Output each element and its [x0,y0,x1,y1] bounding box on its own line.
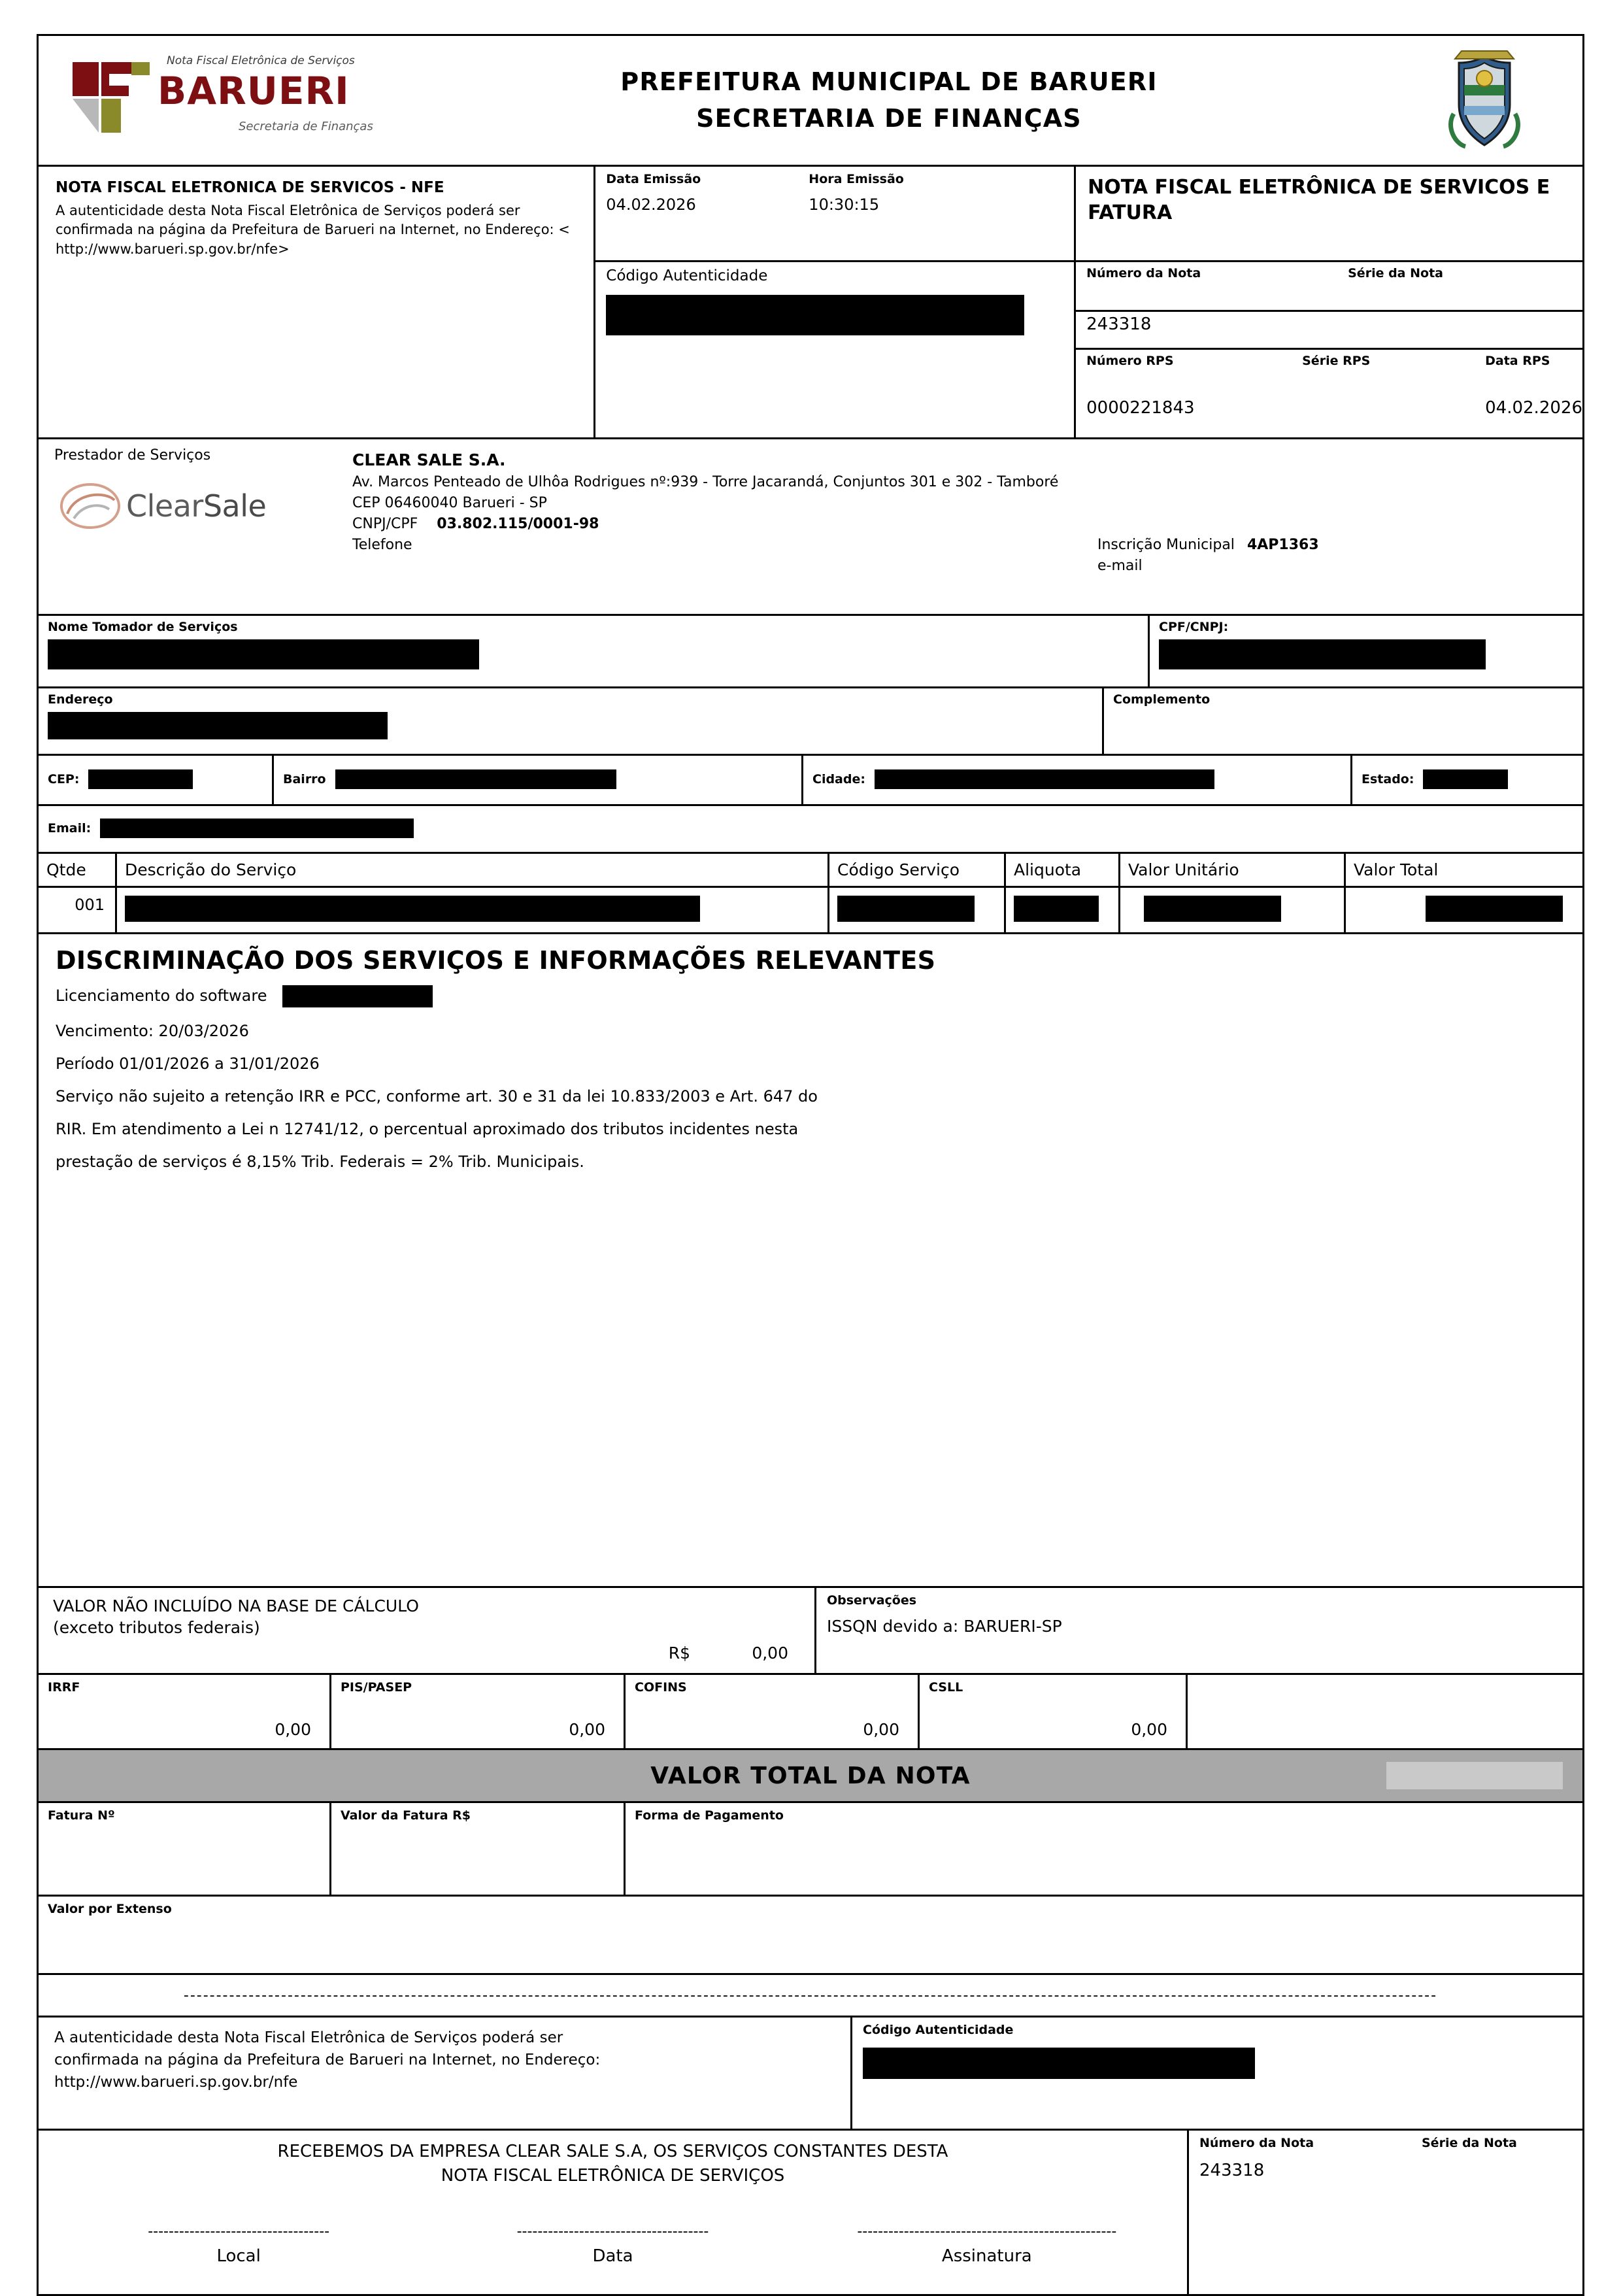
clearsale-logo [54,478,352,534]
prestador-cep: CEP 06460040 Barueri - SP [352,495,547,512]
tomador-cidade-redacted [875,769,1214,789]
nfe-note-title: NOTA FISCAL ELETRONICA DE SERVICOS - NFE [56,179,444,196]
irrf-cell [39,1675,331,1748]
brasao-icon [1386,48,1582,153]
footer-auth-line2: confirmada na página da Prefeitura de Barueri na Internet, no Endereço: [54,2051,601,2069]
th-aliquota: Aliquota [1006,854,1120,886]
footer-serie-nota-label: Série da Nota [1422,2136,1517,2150]
td-qtde: 001 [39,888,117,932]
tomador-cpfcnpj-label: CPF/CNPJ: [1159,620,1229,634]
prestador-label: Prestador de Serviços [54,447,211,464]
td-valor-unitario [1120,888,1346,932]
td-codigo-redacted [837,896,975,922]
numero-nota-value-row [1076,312,1582,350]
barueri-logo [39,52,392,150]
fatura-numero-label: Fatura Nº [48,1808,115,1823]
footer-authenticity-row [39,2017,1582,2131]
csll-label: CSLL [929,1680,963,1695]
tomador-complemento-label: Complemento [1113,692,1211,707]
hora-emissao-label: Hora Emissão [809,172,904,186]
receipt-text-block [39,2131,1189,2294]
rps-values [1076,398,1582,437]
tomador-endereco-cell [39,688,1104,754]
valor-total-bar [39,1750,1582,1803]
td-descricao [117,888,829,932]
footer-auth-text [39,2017,852,2129]
serie-rps-value [1302,398,1485,437]
irrf-value: 0,00 [275,1720,311,1739]
emission-datetime [595,167,1074,262]
clearsale-mark-icon [54,478,126,534]
vni-title: VALOR NÃO INCLUÍDO NA BASE DE CÁLCULO [53,1596,419,1615]
signature-block [52,2223,1174,2266]
discriminacao-rir: RIR. Em atendimento a Lei n 12741/12, o percentual aproximado dos tributos incidentes nesta [56,1120,799,1138]
local-line: ----------------------------------- [148,2223,330,2240]
receipt-nota-block [1189,2131,1582,2294]
logo-sub-text: Secretaria de Finanças [239,119,373,133]
observacoes-value: ISSQN devido a: BARUERI-SP [827,1617,1062,1636]
local-label: Local [216,2246,261,2266]
nf-logo-icon [69,58,154,137]
tomador-bairro-redacted [335,769,616,789]
discriminacao-vencimento: Vencimento: 20/03/2026 [56,1022,249,1040]
discriminacao-periodo: Período 01/01/2026 a 31/01/2026 [56,1055,320,1073]
nfe-note-text: A autenticidade desta Nota Fiscal Eletrônica de Serviços poderá ser confirmada na página da Prefeitura de Barueri na Internet, no Endereço: < http://www.barueri.sp.gov.br/nfe> [56,202,570,258]
td-aliquota [1006,888,1120,932]
servico-table-row [39,888,1582,934]
tomador-bairro-label: Bairro [283,772,326,786]
th-descricao: Descrição do Serviço [117,854,829,886]
tomador-estado-label: Estado: [1362,772,1414,786]
valor-extenso-row [39,1897,1582,1975]
tomador-estado-redacted [1423,769,1508,789]
vni-value: 0,00 [752,1643,788,1663]
numero-nota-label: Número da Nota [1086,266,1201,280]
valor-total-label: VALOR TOTAL DA NOTA [650,1762,971,1789]
nfe-document [37,34,1584,2296]
inscricao-municipal-label: Inscrição Municipal [1097,536,1235,553]
receipt-line1: RECEBEMOS DA EMPRESA CLEAR SALE S.A, OS SERVIÇOS CONSTANTES DESTA [277,2142,948,2161]
tomador-bairro-cell [274,756,803,804]
tomador-email-cell [39,806,1582,852]
tomador-cpfcnpj-cell [1150,616,1582,686]
data-rps-label: Data RPS [1485,354,1550,368]
vni-subtitle: (exceto tributos federais) [53,1617,260,1637]
prestador-left [39,439,352,614]
tomador-estado-cell [1352,756,1582,804]
footer-codigo-redacted [863,2048,1255,2079]
data-emissao-label: Data Emissão [606,172,701,186]
tomador-nome-label: Nome Tomador de Serviços [48,620,238,634]
prestador-endereco: Av. Marcos Penteado de Ulhôa Rodrigues nº:939 - Torre Jacarandá, Conjuntos 301 e 302 - Tamboré [352,474,1059,491]
servico-table-header [39,854,1582,888]
serie-nota-label: Série da Nota [1348,266,1443,280]
codigo-autenticidade-block [595,262,1074,360]
th-valor-unitario: Valor Unitário [1120,854,1346,886]
pis-value: 0,00 [569,1720,605,1739]
clearsale-word-clear: Clear [126,488,203,524]
prestador-nome: CLEAR SALE S.A. [352,450,506,469]
numero-rps-label: Número RPS [1086,354,1174,368]
clearsale-wordmark [126,488,266,524]
rps-labels [1076,350,1582,398]
logo-main-text: BARUERI [158,68,350,113]
pis-label: PIS/PASEP [341,1680,412,1695]
cut-line-separator [39,1975,1582,2017]
page-title-line1: PREFEITURA MUNICIPAL DE BARUERI [620,67,1158,97]
data-line: ------------------------------------- [516,2223,709,2240]
fatura-numero-cell [39,1803,331,1895]
page-title-line2: SECRETARIA DE FINANÇAS [696,103,1082,133]
th-codigo-servico: Código Serviço [829,854,1006,886]
receipt-line2: NOTA FISCAL ELETRÔNICA DE SERVIÇOS [441,2165,785,2186]
cofins-label: COFINS [635,1680,687,1695]
td-valor-total-redacted [1426,896,1563,922]
footer-numero-nota-label: Número da Nota [1199,2136,1314,2150]
prestador-cnpj-value: 03.802.115/0001-98 [437,516,599,533]
data-label: Data [592,2246,633,2266]
inscricao-municipal-value: 4AP1363 [1246,536,1319,553]
footer-auth-line3: http://www.barueri.sp.gov.br/nfe [54,2074,298,2091]
tomador-cidade-label: Cidade: [812,772,865,786]
cut-line-text: ------------------------------------------------------------------------------------------------------------------------------------------------------------------------------------------------- [183,1987,1438,2004]
logo-top-text: Nota Fiscal Eletrônica de Serviços [167,54,355,67]
impostos-empty-cell [1188,1675,1582,1748]
prestador-inscricao-row [1097,535,1319,556]
vni-currency: R$ [668,1643,690,1663]
assinatura-label: Assinatura [941,2246,1032,2266]
emission-block [595,167,1076,437]
fatura-valor-label: Valor da Fatura R$ [341,1808,471,1823]
td-aliquota-redacted [1014,896,1099,922]
tomador-email-redacted [100,819,414,838]
footer-auth-line1: A autenticidade desta Nota Fiscal Eletrônica de Serviços poderá ser [54,2029,563,2046]
hora-emissao-value: 10:30:15 [809,195,880,214]
td-valor-unitario-redacted [1144,896,1281,922]
discriminacao-retencao: Serviço não sujeito a retenção IRR e PCC, conforme art. 30 e 31 da lei 10.833/2003 e Art. 647 do [56,1087,818,1106]
observacoes-label: Observações [827,1593,917,1608]
nfe-info-band [39,167,1582,439]
licenciamento-text: Licenciamento do software [56,987,267,1005]
tomador-cep-cell [39,756,274,804]
valor-extenso-label: Valor por Extenso [48,1902,172,1916]
tomador-cidade-cell [803,756,1352,804]
discriminacao-tributos: prestação de serviços é 8,15% Trib. Federais = 2% Trib. Municipais. [56,1153,584,1171]
td-descricao-redacted [125,896,700,922]
numero-rps-value: 0000221843 [1086,398,1195,418]
tomador-endereco-redacted [48,712,388,739]
tomador-cep-label: CEP: [48,772,80,786]
prestador-cnpj-row [352,514,1567,535]
tomador-row-endereco [39,688,1582,756]
prestador-details [352,439,1582,614]
tomador-nome-redacted [48,639,479,669]
tomador-nome-cell [39,616,1150,686]
licenciamento-redacted [282,985,433,1007]
clearsale-word-sale: Sale [203,488,267,524]
tomador-row-nome [39,616,1582,688]
cofins-cell [626,1675,920,1748]
fatura-forma-label: Forma de Pagamento [635,1808,784,1823]
td-codigo-servico [829,888,1006,932]
impostos-row [39,1675,1582,1750]
tomador-complemento-cell [1104,688,1582,754]
receipt-row [39,2131,1582,2294]
footer-numero-nota-value: 243318 [1199,2161,1265,2180]
pis-cell [331,1675,626,1748]
numero-nota-block [1076,262,1582,312]
footer-codigo-autenticidade [852,2017,1582,2129]
th-valor-total: Valor Total [1354,860,1439,879]
footer-codigo-label: Código Autenticidade [863,2023,1014,2037]
td-valor-total [1346,888,1582,932]
numero-nota-value: 243318 [1086,314,1152,334]
serie-rps-label: Série RPS [1302,354,1371,368]
fatura-valor-cell [331,1803,626,1895]
codigo-autenticidade-label: Código Autenticidade [606,267,768,284]
observacoes-cell [816,1588,1582,1673]
fatura-forma-cell [626,1803,1582,1895]
th-qtde: Qtde [39,854,117,886]
discriminacao-section [39,934,1582,1588]
signature-data [472,2223,753,2266]
csll-value: 0,00 [1131,1720,1167,1739]
codigo-autenticidade-redacted [606,295,1024,335]
nfe-fatura-title: NOTA FISCAL ELETRÔNICA DE SERVICOS E FATURA [1076,167,1582,262]
nfe-title-block [1076,167,1582,437]
tomador-email-label: Email: [48,821,92,836]
assinatura-line: -------------------------------------------------- [857,2223,1117,2240]
prestador-email-label: e-mail [1097,557,1143,574]
prestador-telefone-label: Telefone [352,536,412,553]
tomador-row-cep [39,756,1582,806]
tomador-cep-redacted [88,769,193,789]
signature-local [98,2223,379,2266]
irrf-label: IRRF [48,1680,80,1695]
prestador-section [39,439,1582,616]
nfe-authenticity-note [39,167,595,437]
page-title [392,64,1386,136]
valor-total-redacted [1386,1762,1563,1789]
document-header [39,36,1582,167]
cofins-value: 0,00 [863,1720,899,1739]
data-rps-value: 04.02.2026 [1485,398,1582,418]
data-emissao-value: 04.02.2026 [606,195,696,214]
prestador-cnpj-label: CNPJ/CPF [352,516,418,533]
valor-nao-incluido-row [39,1588,1582,1675]
fatura-row [39,1803,1582,1897]
csll-cell [920,1675,1188,1748]
tomador-cpfcnpj-redacted [1159,639,1486,669]
tomador-endereco-label: Endereço [48,692,113,707]
signature-assinatura [846,2223,1128,2266]
discriminacao-licenciamento [56,985,1565,1007]
valor-nao-incluido-cell [39,1588,816,1673]
tomador-row-email [39,806,1582,854]
discriminacao-title: DISCRIMINAÇÃO DOS SERVIÇOS E INFORMAÇÕES RELEVANTES [56,946,936,975]
